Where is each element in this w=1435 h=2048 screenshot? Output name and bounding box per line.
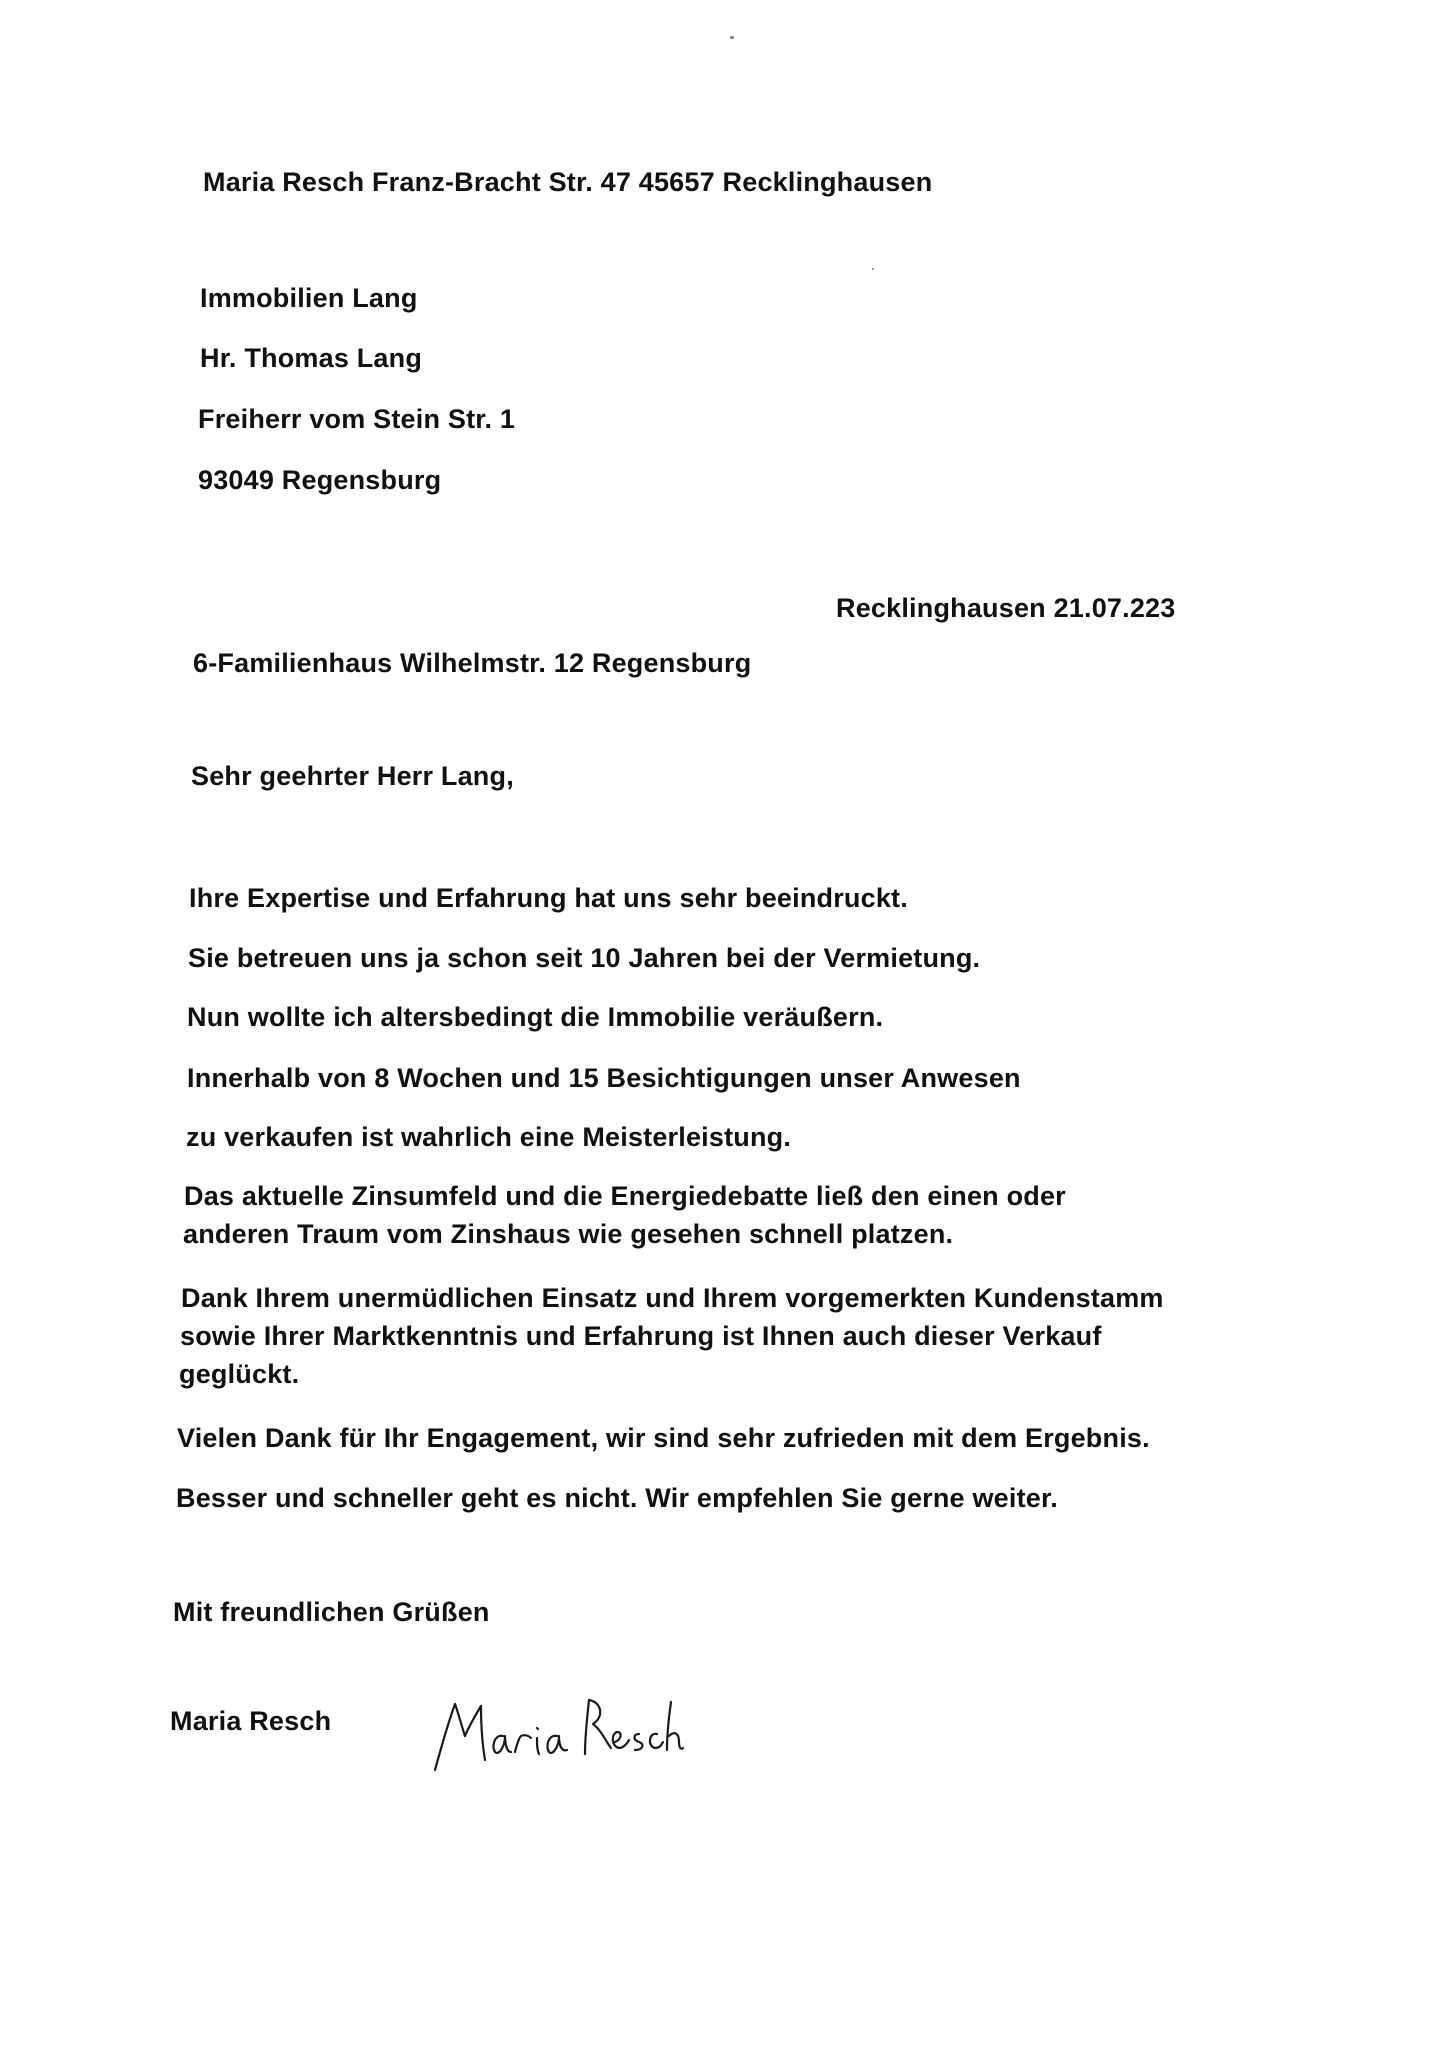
recipient-person: Hr. Thomas Lang: [200, 343, 423, 373]
place-date: Recklinghausen 21.07.223: [836, 593, 1176, 623]
closing: Mit freundlichen Grüßen: [173, 1597, 490, 1627]
body-line: Innerhalb von 8 Wochen und 15 Besichtigungen unser Anwesen: [187, 1063, 1021, 1093]
body-line: sowie Ihrer Marktkenntnis und Erfahrung ist Ihnen auch dieser Verkauf: [180, 1321, 1102, 1351]
salutation: Sehr geehrter Herr Lang,: [191, 761, 514, 791]
body-line: anderen Traum vom Zinshaus wie gesehen schnell platzen.: [183, 1219, 954, 1249]
body-line: Sie betreuen uns ja schon seit 10 Jahren bei der Vermietung.: [188, 943, 981, 973]
recipient-city: 93049 Regensburg: [198, 465, 442, 495]
body-line: Besser und schneller geht es nicht. Wir empfehlen Sie gerne weiter.: [176, 1483, 1058, 1513]
body-line: Ihre Expertise und Erfahrung hat uns sehr beeindruckt.: [189, 883, 908, 913]
sender-line: Maria Resch Franz-Bracht Str. 47 45657 Recklinghausen: [203, 167, 933, 197]
recipient-street: Freiherr vom Stein Str. 1: [198, 404, 516, 434]
body-line: Dank Ihrem unermüdlichen Einsatz und Ihrem vorgemerkten Kundenstamm: [181, 1283, 1164, 1313]
handwritten-signature: [425, 1690, 685, 1790]
scan-speck: [872, 268, 874, 270]
signer-name: Maria Resch: [170, 1706, 332, 1736]
subject-line: 6-Familienhaus Wilhelmstr. 12 Regensburg: [193, 648, 752, 678]
body-line: Vielen Dank für Ihr Engagement, wir sind sehr zufrieden mit dem Ergebnis.: [177, 1423, 1150, 1453]
recipient-company: Immobilien Lang: [200, 283, 418, 313]
body-line: geglückt.: [179, 1359, 300, 1389]
body-line: Das aktuelle Zinsumfeld und die Energiedebatte ließ den einen oder: [184, 1181, 1066, 1211]
body-line: zu verkaufen ist wahrlich eine Meisterleistung.: [186, 1122, 792, 1152]
body-line: Nun wollte ich altersbedingt die Immobilie veräußern.: [187, 1002, 884, 1032]
scan-speck: [730, 36, 734, 39]
